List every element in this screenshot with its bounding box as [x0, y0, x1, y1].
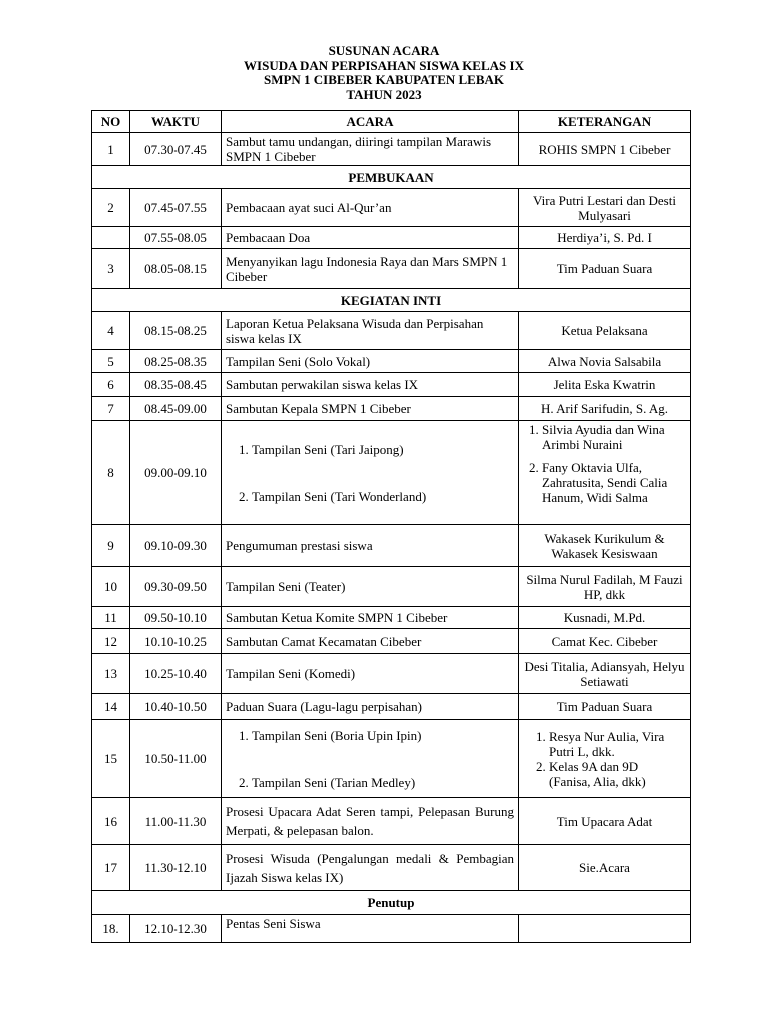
- row-note-list: [519, 421, 691, 525]
- row-time: 12.10-12.30: [130, 915, 222, 943]
- row-event: Pengumuman prestasi siswa: [222, 525, 519, 567]
- section-row-pembukaan: [92, 166, 691, 189]
- row-note: Alwa Novia Salsabila: [519, 350, 691, 373]
- row-no: 12: [92, 629, 130, 654]
- section-row-penutup: [92, 891, 691, 915]
- table-row: [92, 915, 691, 943]
- row-time: 09.30-09.50: [130, 567, 222, 607]
- row-no: 18.: [92, 915, 130, 943]
- list-item: 1. Silvia Ayudia dan Wina Arimbi Nuraini: [542, 422, 686, 452]
- list-item: 2. Kelas 9A dan 9D (Fanisa, Alia, dkk): [549, 759, 670, 789]
- row-time: 09.10-09.30: [130, 525, 222, 567]
- table-row: [92, 798, 691, 845]
- row-event: Sambutan perwakilan siswa kelas IX: [222, 373, 519, 397]
- table-row: [92, 607, 691, 629]
- row-event: Sambutan Camat Kecamatan Cibeber: [222, 629, 519, 654]
- row-time: 07.30-07.45: [130, 133, 222, 166]
- section-row-kegiatan-inti: [92, 289, 691, 312]
- row-time: 07.55-08.05: [130, 227, 222, 249]
- row-note: Jelita Eska Kwatrin: [519, 373, 691, 397]
- list-item: 1. Tampilan Seni (Tari Jaipong): [252, 442, 514, 457]
- table-row: [92, 312, 691, 350]
- row-event: Sambut tamu undangan, diiringi tampilan Marawis SMPN 1 Cibeber: [222, 133, 519, 166]
- table-row: [92, 397, 691, 421]
- row-note: Wakasek Kurikulum & Wakasek Kesiswaan: [519, 525, 691, 567]
- row-event: Menyanyikan lagu Indonesia Raya dan Mars SMPN 1 Cibeber: [222, 249, 519, 289]
- table-row: [92, 845, 691, 891]
- schedule-table: [91, 110, 691, 943]
- table-row: [92, 133, 691, 166]
- row-note: [519, 915, 691, 943]
- header-year: TAHUN 2023: [346, 86, 422, 102]
- table-row: [92, 373, 691, 397]
- row-note: Vira Putri Lestari dan Desti Mulyasari: [519, 189, 691, 227]
- row-event: Pembacaan Doa: [222, 227, 519, 249]
- table-row: [92, 189, 691, 227]
- row-time: 10.40-10.50: [130, 694, 222, 720]
- section-title: KEGIATAN INTI: [92, 289, 691, 312]
- column-header-waktu: WAKTU: [130, 111, 222, 133]
- document-header: [0, 44, 768, 102]
- row-no: 11: [92, 607, 130, 629]
- section-title: PEMBUKAAN: [92, 166, 691, 189]
- row-event: Paduan Suara (Lagu-lagu perpisahan): [222, 694, 519, 720]
- row-no: 16: [92, 798, 130, 845]
- row-note: Herdiya’i, S. Pd. I: [519, 227, 691, 249]
- row-time: 09.00-09.10: [130, 421, 222, 525]
- row-no: 10: [92, 567, 130, 607]
- row-event: Sambutan Kepala SMPN 1 Cibeber: [222, 397, 519, 421]
- list-item: 2. Fany Oktavia Ulfa, Zahratusita, Sendi Calia Hanum, Widi Salma: [542, 460, 686, 505]
- row-no: 2: [92, 189, 130, 227]
- row-time: 08.35-08.45: [130, 373, 222, 397]
- row-event-list: [222, 720, 519, 798]
- row-event: Tampilan Seni (Solo Vokal): [222, 350, 519, 373]
- row-time: 10.10-10.25: [130, 629, 222, 654]
- row-no: 3: [92, 249, 130, 289]
- row-time: 09.50-10.10: [130, 607, 222, 629]
- table-row: [92, 720, 691, 798]
- table-row: [92, 694, 691, 720]
- row-note: Tim Upacara Adat: [519, 798, 691, 845]
- row-no: 5: [92, 350, 130, 373]
- row-no: 4: [92, 312, 130, 350]
- row-note: Tim Paduan Suara: [519, 249, 691, 289]
- row-time: 08.15-08.25: [130, 312, 222, 350]
- table-row: [92, 227, 691, 249]
- row-note: Camat Kec. Cibeber: [519, 629, 691, 654]
- row-no: 14: [92, 694, 130, 720]
- column-header-acara: ACARA: [222, 111, 519, 133]
- list-item: 1. Resya Nur Aulia, Vira Putri L, dkk.: [549, 729, 670, 759]
- column-header-keterangan: KETERANGAN: [519, 111, 691, 133]
- row-time: 11.30-12.10: [130, 845, 222, 891]
- row-no: 8: [92, 421, 130, 525]
- row-note: Kusnadi, M.Pd.: [519, 607, 691, 629]
- row-time: 08.05-08.15: [130, 249, 222, 289]
- row-no: 9: [92, 525, 130, 567]
- section-title: Penutup: [92, 891, 691, 915]
- row-no: 6: [92, 373, 130, 397]
- row-event-list: [222, 421, 519, 525]
- row-event: Tampilan Seni (Teater): [222, 567, 519, 607]
- row-note: ROHIS SMPN 1 Cibeber: [519, 133, 691, 166]
- header-title: SUSUNAN ACARA: [328, 43, 440, 58]
- row-time: 08.25-08.35: [130, 350, 222, 373]
- list-item: 1. Tampilan Seni (Boria Upin Ipin): [252, 728, 514, 743]
- row-note: Ketua Pelaksana: [519, 312, 691, 350]
- row-note-list: [519, 720, 691, 798]
- row-event: Pembacaan ayat suci Al-Qur’an: [222, 189, 519, 227]
- list-item: 2. Tampilan Seni (Tari Wonderland): [252, 489, 514, 504]
- row-time: 07.45-07.55: [130, 189, 222, 227]
- column-header-no: NO: [92, 111, 130, 133]
- row-event: Prosesi Wisuda (Pengalungan medali & Pembagian Ijazah Siswa kelas IX): [222, 845, 519, 891]
- row-no: 1: [92, 133, 130, 166]
- row-no: 7: [92, 397, 130, 421]
- row-note: Sie.Acara: [519, 845, 691, 891]
- row-note: H. Arif Sarifudin, S. Ag.: [519, 397, 691, 421]
- table-row: [92, 654, 691, 694]
- list-item: 2. Tampilan Seni (Tarian Medley): [252, 775, 514, 790]
- table-header-row: [92, 111, 691, 133]
- row-event: Prosesi Upacara Adat Seren tampi, Pelepasan Burung Merpati, & pelepasan balon.: [222, 798, 519, 845]
- row-event: Pentas Seni Siswa: [222, 915, 519, 943]
- table-row: [92, 525, 691, 567]
- row-no: 13: [92, 654, 130, 694]
- header-event: WISUDA DAN PERPISAHAN SISWA KELAS IX: [244, 57, 524, 73]
- row-no: [92, 227, 130, 249]
- row-time: 10.50-11.00: [130, 720, 222, 798]
- row-note: Silma Nurul Fadilah, M Fauzi HP, dkk: [519, 567, 691, 607]
- row-event: Laporan Ketua Pelaksana Wisuda dan Perpisahan siswa kelas IX: [222, 312, 519, 350]
- row-no: 15: [92, 720, 130, 798]
- row-time: 11.00-11.30: [130, 798, 222, 845]
- table-row: [92, 421, 691, 525]
- table-row: [92, 567, 691, 607]
- row-note: Desi Titalia, Adiansyah, Helyu Setiawati: [519, 654, 691, 694]
- table-row: [92, 249, 691, 289]
- row-event: Sambutan Ketua Komite SMPN 1 Cibeber: [222, 607, 519, 629]
- row-note: Tim Paduan Suara: [519, 694, 691, 720]
- row-time: 08.45-09.00: [130, 397, 222, 421]
- row-no: 17: [92, 845, 130, 891]
- header-school: SMPN 1 CIBEBER KABUPATEN LEBAK: [263, 72, 505, 87]
- table-row: [92, 629, 691, 654]
- row-event: Tampilan Seni (Komedi): [222, 654, 519, 694]
- table-row: [92, 350, 691, 373]
- row-time: 10.25-10.40: [130, 654, 222, 694]
